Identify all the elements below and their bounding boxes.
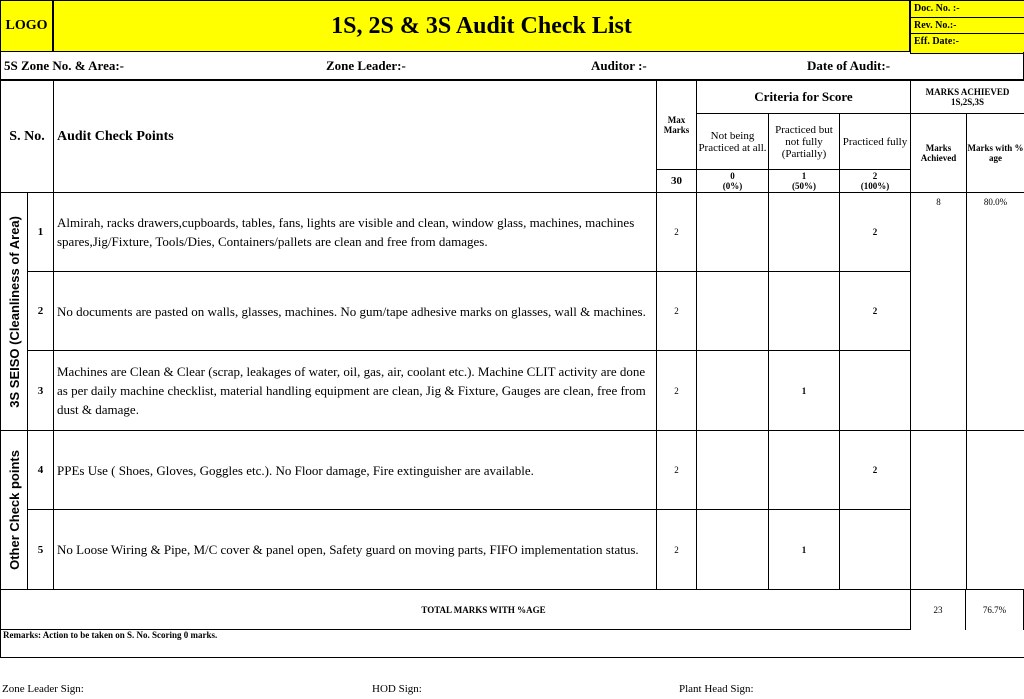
- table-row: [1, 431, 1024, 510]
- row-score-1: 1: [769, 510, 840, 590]
- criteria-0-pct: (0%): [722, 181, 743, 191]
- criteria-1-value: 1: [801, 171, 807, 181]
- row-score-0: [697, 431, 769, 510]
- row-sno: 5: [28, 510, 54, 590]
- row-max-marks: 2: [657, 431, 697, 510]
- hod-sign: HOD Sign:: [372, 683, 422, 695]
- group-seiso-label: 3S SEISO (Cleanliness of Area): [6, 215, 22, 408]
- criteria-0-score: [697, 170, 769, 193]
- row-score-1: 1: [769, 351, 840, 431]
- row-max-marks: 2: [657, 351, 697, 431]
- plant-head-sign: Plant Head Sign:: [679, 683, 754, 695]
- row-score-2: 2: [840, 193, 911, 272]
- remarks: Remarks: Action to be taken on S. No. Scoring 0 marks.: [1, 630, 1024, 658]
- total-label-text: TOTAL MARKS WITH %AGE: [421, 604, 546, 615]
- total-row: [1, 590, 1024, 630]
- marks-achieved-group-header: MARKS ACHIEVED 1S,2S,3S: [911, 81, 1024, 114]
- max-marks-header: Max Marks: [657, 81, 697, 170]
- criteria-header: Criteria for Score: [697, 81, 911, 114]
- criteria-2-label: Practiced fully: [840, 114, 911, 170]
- other-marks-achieved: [911, 431, 967, 590]
- total-marks-achieved: 23: [910, 590, 966, 630]
- row-max-marks: 2: [657, 510, 697, 590]
- criteria-1-pct: (50%): [792, 181, 816, 191]
- document-info: [910, 0, 1024, 54]
- row-sno: 2: [28, 272, 54, 351]
- doc-no-field: Doc. No. :-: [911, 1, 1024, 18]
- row-score-2: [840, 510, 911, 590]
- criteria-2-score: [840, 170, 911, 193]
- criteria-2-value: 2: [872, 171, 878, 181]
- row-check-point: No documents are pasted on walls, glasses, machines. No gum/tape adhesive marks on glasses, wall & machines.: [54, 272, 657, 351]
- total-marks-pct: 76.7%: [966, 590, 1024, 630]
- seiso-marks-achieved: 8: [911, 193, 967, 431]
- table-row: [1, 272, 1024, 351]
- max-marks-total: 30: [657, 170, 697, 193]
- row-check-point: No Loose Wiring & Pipe, M/C cover & panel open, Safety guard on moving parts, FIFO implementation status.: [54, 510, 657, 590]
- table-row: [1, 193, 1024, 272]
- row-max-marks: 2: [657, 193, 697, 272]
- criteria-1-label: Practiced but not fully (Partially): [769, 114, 840, 170]
- row-sno: 1: [28, 193, 54, 272]
- row-score-1: [769, 272, 840, 351]
- date-of-audit-field: Date of Audit:-: [807, 58, 891, 73]
- zone-info-row: [0, 52, 1024, 80]
- marks-pct-header: Marks with % age: [967, 114, 1024, 193]
- row-sno: 3: [28, 351, 54, 431]
- row-score-2: [840, 351, 911, 431]
- row-score-0: [697, 510, 769, 590]
- group-other: [1, 431, 28, 590]
- criteria-1-score: [769, 170, 840, 193]
- check-points-header: Audit Check Points: [54, 81, 657, 193]
- criteria-0-value: 0: [730, 171, 735, 181]
- row-check-point: PPEs Use ( Shoes, Gloves, Goggles etc.). No Floor damage, Fire extinguisher are available.: [54, 431, 657, 510]
- logo: LOGO: [0, 0, 53, 52]
- marks-achieved-header: Marks Achieved: [911, 114, 967, 193]
- rev-no-field: Rev. No.:-: [911, 18, 1024, 35]
- criteria-2-pct: (100%): [860, 181, 890, 191]
- total-label: [1, 590, 967, 630]
- group-other-label: Other Check points: [6, 450, 22, 570]
- row-score-0: [697, 351, 769, 431]
- row-score-1: [769, 193, 840, 272]
- sno-header: S. No.: [1, 81, 54, 193]
- seiso-marks-pct: 80.0%: [967, 193, 1024, 431]
- group-seiso: [1, 193, 28, 431]
- zone-area-field: 5S Zone No. & Area:-: [4, 58, 125, 73]
- page-title: 1S, 2S & 3S Audit Check List: [53, 0, 910, 52]
- other-marks-pct: [967, 431, 1024, 590]
- audit-table: [0, 80, 1024, 658]
- row-score-2: 2: [840, 272, 911, 351]
- row-score-0: [697, 193, 769, 272]
- remarks-row: [1, 630, 1024, 658]
- criteria-0-label: Not being Practiced at all.: [697, 114, 769, 170]
- table-row: [1, 510, 1024, 590]
- zone-leader-sign: Zone Leader Sign:: [2, 683, 84, 695]
- row-score-0: [697, 272, 769, 351]
- row-score-1: [769, 431, 840, 510]
- eff-date-field: Eff. Date:-: [914, 36, 959, 48]
- table-row: [1, 351, 1024, 431]
- row-sno: 4: [28, 431, 54, 510]
- row-check-point: Machines are Clean & Clear (scrap, leakages of water, oil, gas, air, coolant etc.). Machine CLIT activity are done as per daily machine checklist, material handling equipment are clean, Jig & Fixture, Gauges are clean, free from dust & damage.: [54, 351, 657, 431]
- signature-row: [0, 680, 1024, 699]
- auditor-field: Auditor :-: [591, 58, 647, 73]
- header: [0, 0, 1024, 52]
- row-max-marks: 2: [657, 272, 697, 351]
- row-score-2: 2: [840, 431, 911, 510]
- row-check-point: Almirah, racks drawers,cupboards, tables, fans, lights are visible and clean, window glass, machines, machines spares,Jig/Fixture, Tools/Dies, Containers/pallets are clean and free from damages.: [54, 193, 657, 272]
- zone-leader-field: Zone Leader:-: [326, 58, 406, 73]
